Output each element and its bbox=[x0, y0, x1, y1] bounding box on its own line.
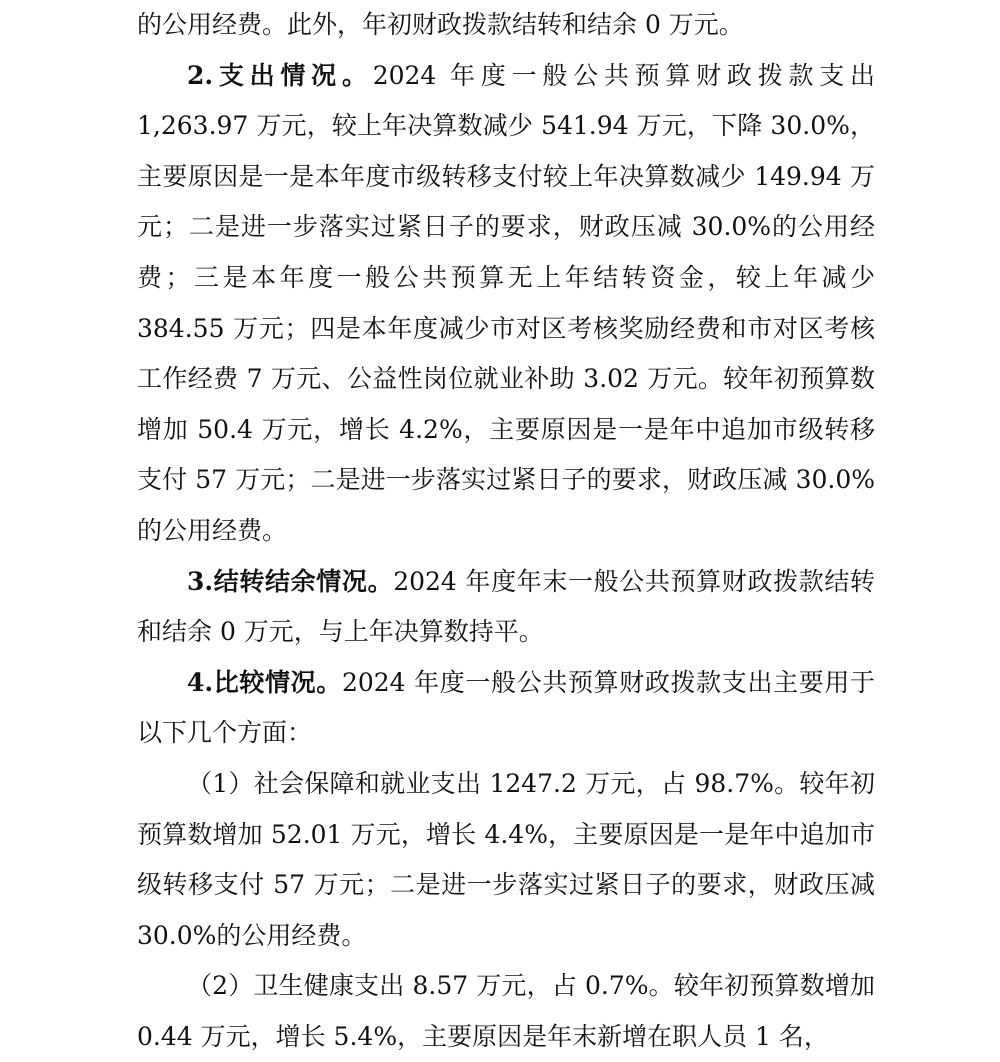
paragraph-comparison bbox=[137, 658, 875, 759]
paragraph-item-social-security bbox=[137, 759, 875, 961]
paragraph-text: 2024 年度一般公共预算财政拨款支出 1,263.97 万元，较上年决算数减少 541.94 万元，下降 30.0%，主要原因是一是本年度市级转移支付较上年决算数减少 149.94 万元；二是进一步落实过紧日子的要求，财政压减 30.0%的公用经费；三是本年度一般公共预算无上年结转资金，较上年减少 384.55 万元；四是本年度减少市对区考核奖励经费和市对区考核工作经费 7 万元、公益性岗位就业补助 3.02 万元。较年初预算数增加 50.4 万元，增长 4.2%，主要原因是一是年中追加市级转移支付 57 万元；二是进一步落实过紧日子的要求，财政压减 30.0%的公用经费。 bbox=[137, 60, 875, 545]
document-page bbox=[137, 0, 875, 1062]
paragraph-continuation bbox=[137, 0, 875, 51]
paragraph-text: （1）社会保障和就业支出 1247.2 万元，占 98.7%。较年初预算数增加 52.01 万元，增长 4.4%，主要原因是一是年中追加市级转移支付 57 万元；二是进一步落实过紧日子的要求，财政压减 30.0%的公用经费。 bbox=[137, 768, 875, 950]
paragraph-text: 2024 年度一般公共预算财政拨款支出主要用于以下几个方面： bbox=[137, 667, 875, 748]
section-heading-comparison: 4.比较情况。 bbox=[187, 667, 342, 697]
paragraph-text: 2024 年度年末一般公共预算财政拨款结转和结余 0 万元，与上年决算数持平。 bbox=[137, 566, 875, 647]
paragraph-expenditure bbox=[137, 51, 875, 557]
paragraph-text: 的公用经费。此外，年初财政拨款结转和结余 0 万元。 bbox=[137, 10, 744, 39]
paragraph-item-health bbox=[137, 961, 875, 1062]
section-heading-expenditure: 2.支出情况。 bbox=[187, 60, 373, 90]
paragraph-carryover bbox=[137, 557, 875, 658]
paragraph-text: （2）卫生健康支出 8.57 万元，占 0.7%。较年初预算数增加 0.44 万元，增长 5.4%，主要原因是年末新增在职人员 1 名， bbox=[137, 971, 875, 1051]
section-heading-carryover: 3.结转结余情况。 bbox=[187, 566, 394, 596]
